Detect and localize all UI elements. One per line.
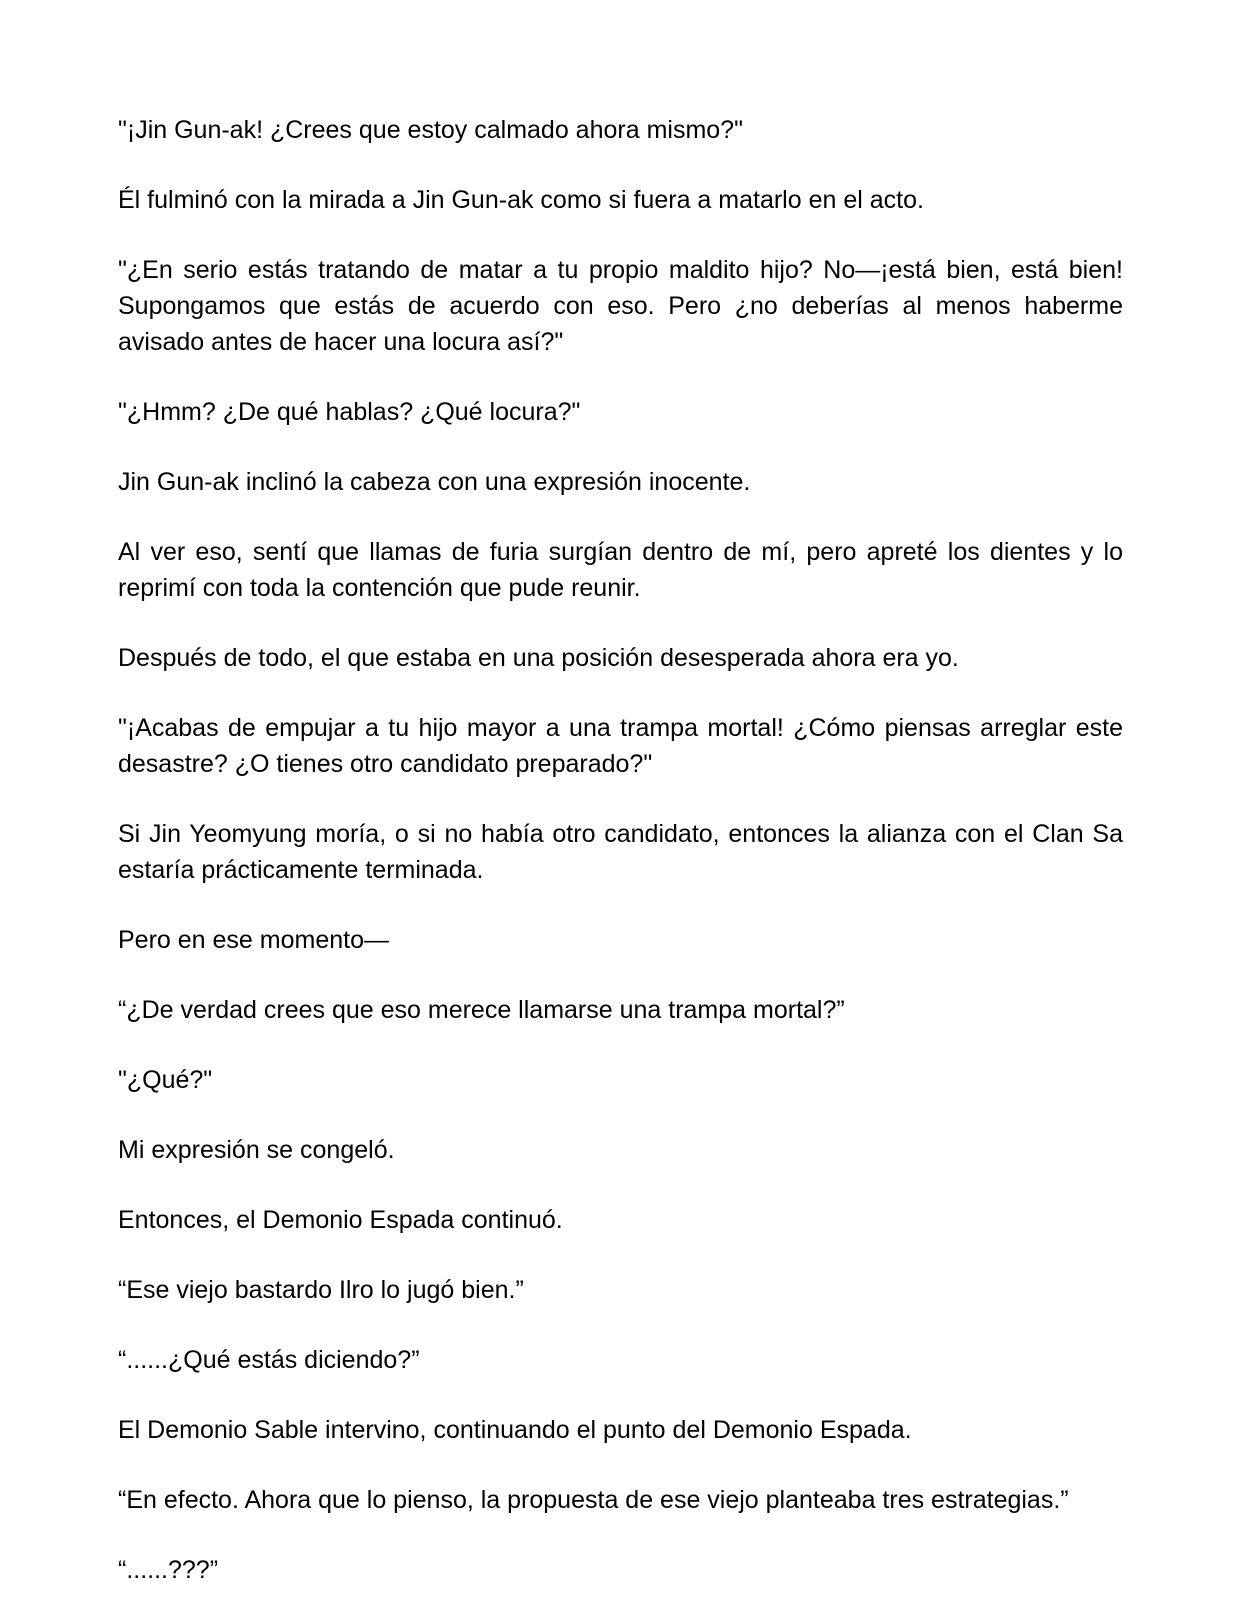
paragraph: “......???” xyxy=(118,1556,219,1584)
paragraph: "¿Qué?" xyxy=(118,1066,213,1094)
paragraph: Pero en ese momento— xyxy=(118,926,389,954)
paragraph: "¿En serio estás tratando de matar a tu propio maldito hijo? No—¡está bien, está bien! Supongamos que estás de acuerdo con eso. Pero ¿no deberías al menos haberme avisado antes de hacer una locura así?" xyxy=(118,256,1123,356)
paragraph: Después de todo, el que estaba en una posición desesperada ahora era yo. xyxy=(118,644,959,672)
paragraph: Al ver eso, sentí que llamas de furia surgían dentro de mí, pero apreté los dientes y lo reprimí con toda la contención que pude reunir. xyxy=(118,538,1123,602)
paragraph: "¡Jin Gun-ak! ¿Crees que estoy calmado ahora mismo?" xyxy=(118,116,743,144)
paragraph: “En efecto. Ahora que lo pienso, la propuesta de ese viejo planteaba tres estrategias.” xyxy=(118,1486,1069,1514)
paragraph: El Demonio Sable intervino, continuando el punto del Demonio Espada. xyxy=(118,1416,912,1444)
document-body xyxy=(118,112,1123,1622)
paragraph: “......¿Qué estás diciendo?” xyxy=(118,1346,420,1374)
paragraph: “¿De verdad crees que eso merece llamarse una trampa mortal?” xyxy=(118,996,845,1024)
paragraph: Jin Gun-ak inclinó la cabeza con una expresión inocente. xyxy=(118,468,751,496)
paragraph: Entonces, el Demonio Espada continuó. xyxy=(118,1206,563,1234)
paragraph: “Ese viejo bastardo Ilro lo jugó bien.” xyxy=(118,1276,524,1304)
paragraph: Mi expresión se congeló. xyxy=(118,1136,395,1164)
paragraph: "¿Hmm? ¿De qué hablas? ¿Qué locura?" xyxy=(118,398,581,426)
paragraph: Si Jin Yeomyung moría, o si no había otro candidato, entonces la alianza con el Clan Sa estaría prácticamente terminada. xyxy=(118,820,1123,884)
paragraph: "¡Acabas de empujar a tu hijo mayor a una trampa mortal! ¿Cómo piensas arreglar este desastre? ¿O tienes otro candidato preparado?" xyxy=(118,714,1123,778)
paragraph: Él fulminó con la mirada a Jin Gun-ak como si fuera a matarlo en el acto. xyxy=(118,186,924,214)
